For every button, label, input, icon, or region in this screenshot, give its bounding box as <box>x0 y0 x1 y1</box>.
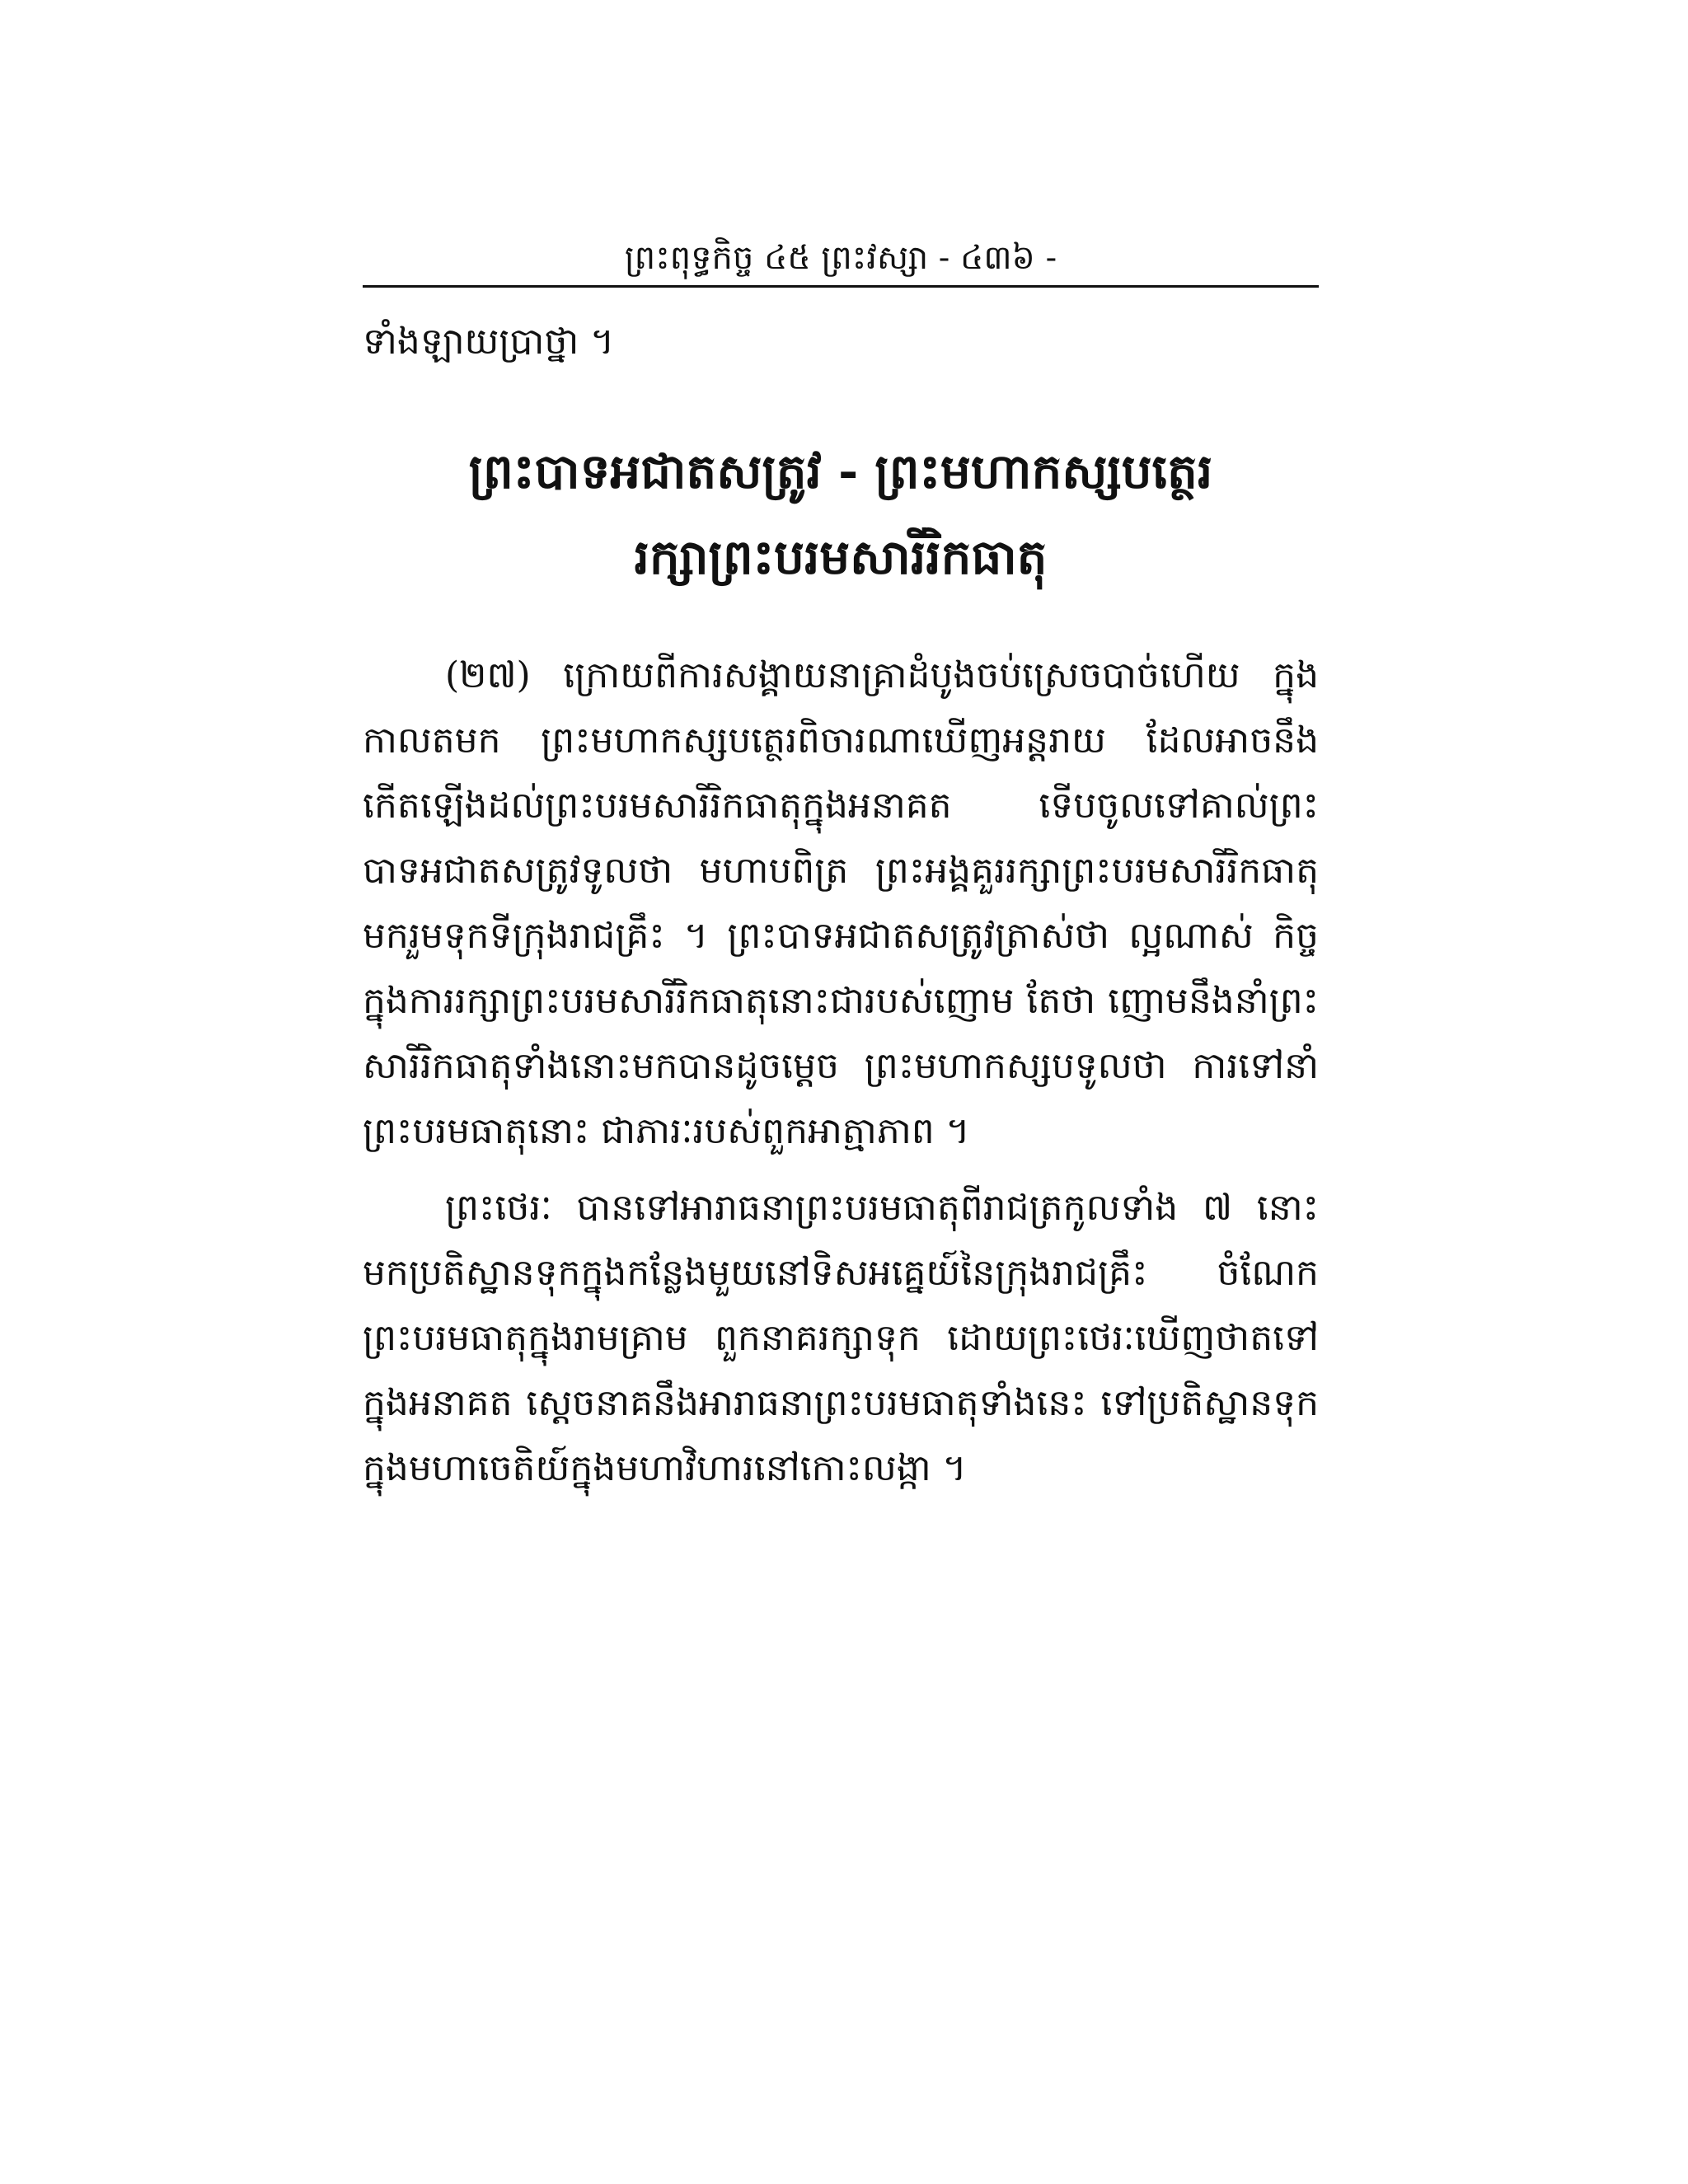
body-text <box>363 643 1319 1512</box>
section-title-line-2: រក្សាព្រះបរមសារីរិកធាតុ <box>634 529 1048 585</box>
paragraph-1: (២៧) ក្រោយពីការសង្គាយនាគ្រាដំបូងចប់ស្រេចបាច់ហើយ ក្នុងកាលតមក ព្រះមហាកស្សបត្ថេរពិចារណាឃើញអន្តរាយ ដែលអាចនឹងកើតឡើងដល់ព្រះបរមសារីរិកធាតុក្នុងអនាគត ទើបចូលទៅគាល់ព្រះបាទអជាតសត្រូវទូលថា មហាបពិត្រ ព្រះអង្គគួររក្សាព្រះបរមសារីរិកធាតុ មករួមទុកទីក្រុងរាជគ្រឹះ ។ ព្រះបាទអជាតសត្រូវត្រាស់ថា ល្អណាស់ កិច្ចក្នុងការរក្សាព្រះបរមសារីរិកធាតុនោះជារបស់ញោម តែថា ញោមនឹងនាំព្រះសារីរិកធាតុទាំងនោះមកបានដូចម្ដេច ព្រះមហាកស្សបទូលថា ការទៅនាំព្រះបរមធាតុនោះ ជាភារៈរបស់ពួកអាត្មាភាព ។ <box>363 654 1319 1152</box>
section-title-line-1: ព្រះបាទអជាតសត្រូវ - ព្រះមហាកស្សបត្ថេរ <box>468 443 1213 499</box>
paragraph-2: ព្រះថេរៈ បានទៅអារាធនាព្រះបរមធាតុពីរាជត្រកូលទាំង ៧ នោះ មកប្រតិស្ឋានទុកក្នុងកន្លែងមួយនៅទិសអគ្នេយ៍នៃក្រុងរាជគ្រឹះ ចំណែកព្រះបរមធាតុក្នុងរាមគ្រាម ពួកនាគរក្សាទុក ដោយព្រះថេរៈឃើញថាតទៅក្នុងអនាគត ស្ដេចនាគនឹងអារាធនាព្រះបរមធាតុទាំងនេះ ទៅប្រតិស្ឋានទុកក្នុងមហាចេតិយ៍ក្នុងមហាវិហារនៅកោះលង្កា ។ <box>363 1187 1319 1489</box>
running-header: ព្រះពុទ្ធកិច្ច ៤៥ ព្រះវស្សា - ៤៣៦ - <box>624 239 1057 277</box>
carry-over-line: ទាំងឡាយប្រាថ្នា ។ <box>363 321 615 363</box>
header-divider <box>363 285 1319 288</box>
section-title <box>363 429 1319 600</box>
